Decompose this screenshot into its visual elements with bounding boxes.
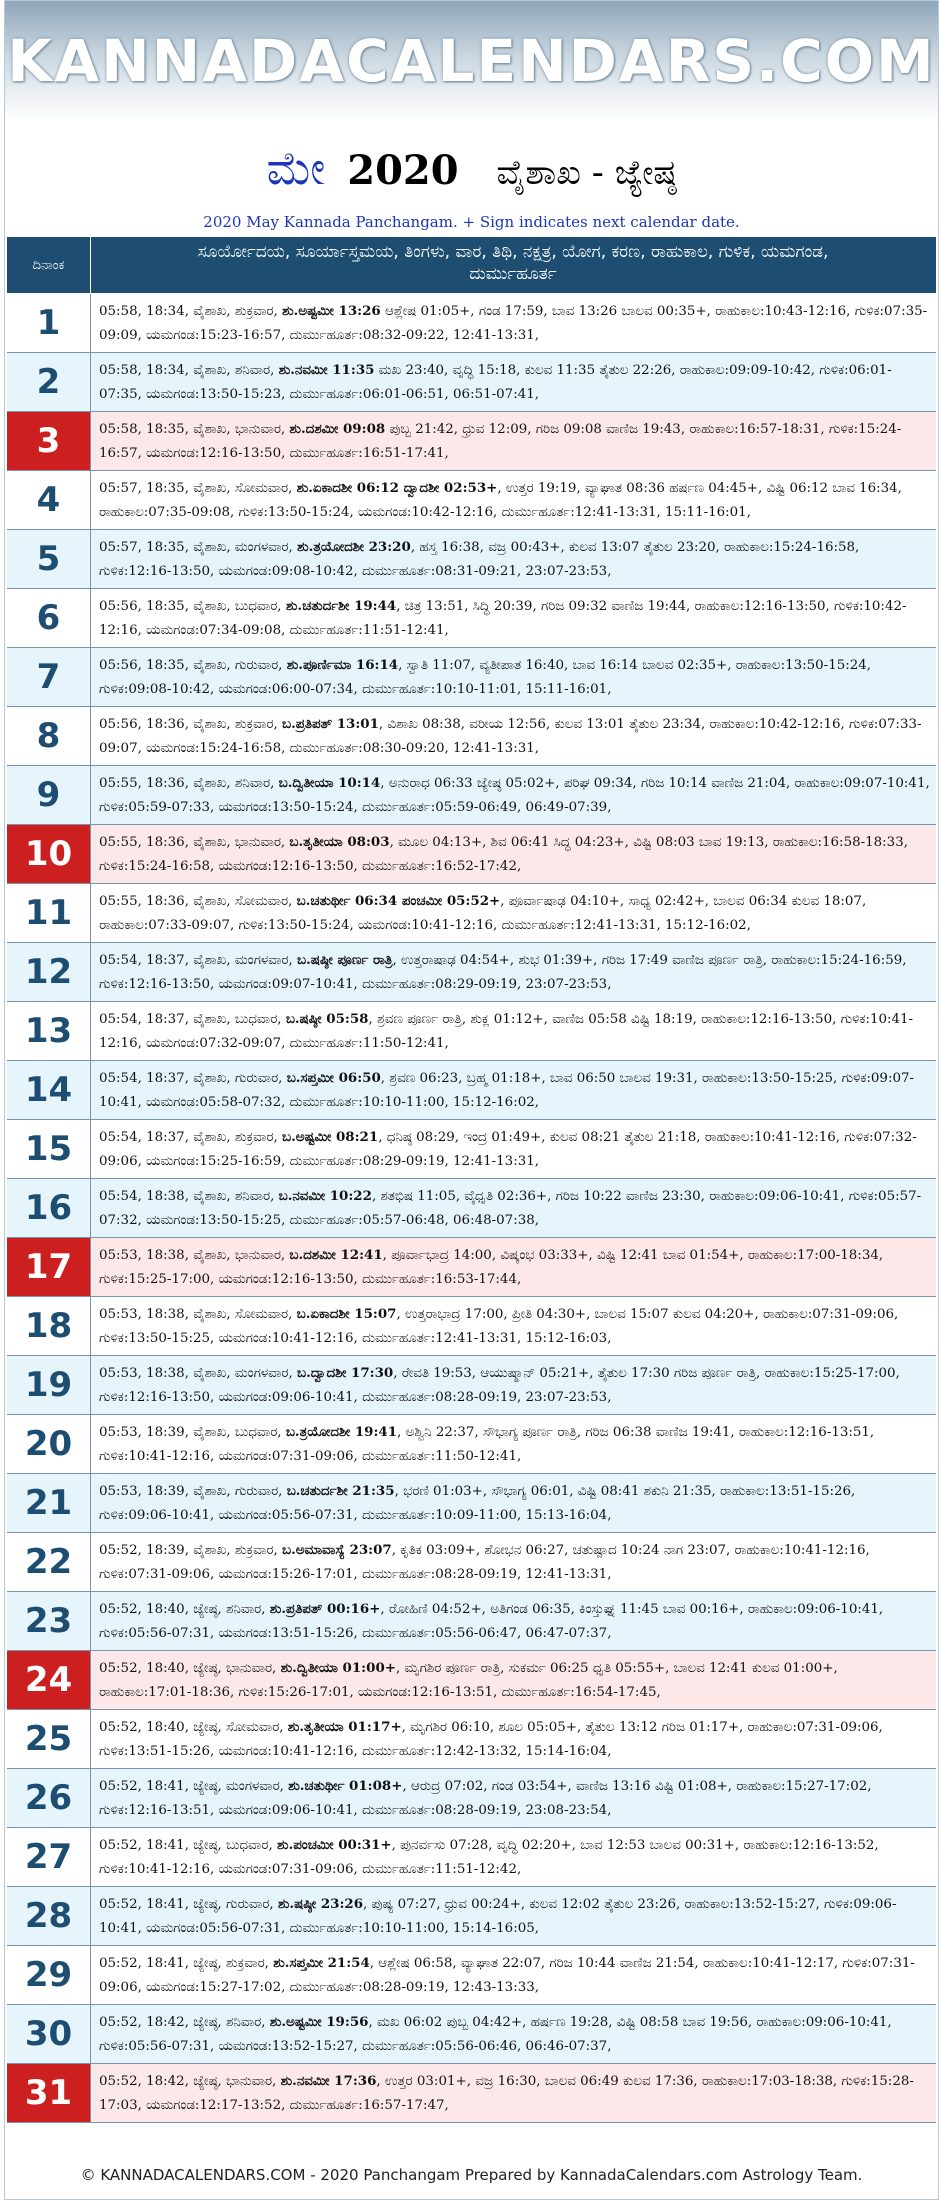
day-details-prefix: 05:53, 18:39, ವೈಶಾಖ, ಗುರುವಾರ, — [99, 1484, 287, 1499]
day-details-prefix: 05:52, 18:40, ಜ್ಯೇಷ್ಠ, ಭಾನುವಾರ, — [99, 1661, 281, 1676]
tithi-highlight: ಶು.ತೃತೀಯಾ 01:17+ — [287, 1719, 402, 1735]
day-details-rest: , ಅನುರಾಧ 06:33 ಜ್ಯೇಷ್ಠ 05:02+, ಪರಿಘ 09:34, ಗರಿಜ 10:14 ವಾಣಿಜ 21:04, ರಾಹುಕಾಲ:09:07-10:41, ಗುಳಿಕ:05:59-07:33, ಯಮಗಂಡ:13:50-15:24, ದುರ್ಮುಹೂರ್ತ:05:59-06:49, 06:49-07:39, — [99, 776, 930, 815]
table-row — [7, 294, 936, 353]
day-details-prefix: 05:52, 18:42, ಜ್ಯೇಷ್ಠ, ಶನಿವಾರ, — [99, 2015, 270, 2030]
day-details-prefix: 05:56, 18:35, ವೈಶಾಖ, ಗುರುವಾರ, — [99, 658, 287, 673]
day-details-rest: ಪುಬ್ಬ 21:42, ಧ್ರುವ 12:09, ಗರಿಜ 09:08 ವಾಣಿಜ 19:43, ರಾಹುಕಾಲ:16:57-18:31, ಗುಳಿಕ:15:24-16:57, ಯಮಗಂಡ:12:16-13:50, ದುರ್ಮುಹೂರ್ತ:16:51-17:41, — [99, 422, 902, 461]
day-details-rest: , ಚಿತ್ರ 13:51, ಸಿದ್ಧಿ 20:39, ಗರಿಜ 09:32 ವಾಣಿಜ 19:44, ರಾಹುಕಾಲ:12:16-13:50, ಗುಳಿಕ:10:42-12:16, ಯಮಗಂಡ:07:34-09:08, ದುರ್ಮುಹೂರ್ತ:11:51-12:41, — [99, 599, 907, 638]
day-number: 7 — [7, 648, 91, 706]
table-row — [7, 589, 936, 648]
table-row — [7, 707, 936, 766]
day-details — [99, 1302, 931, 1352]
day-details-rest: , ಪುನರ್ವಸು 07:28, ವೃದ್ಧಿ 02:20+, ಬಾವ 12:53 ಬಾಲವ 00:31+, ರಾಹುಕಾಲ:12:16-13:52, ಗುಳಿಕ:10:41-12:16, ಯಮಗಂಡ:07:31-09:06, ದುರ್ಮುಹೂರ್ತ:11:51-12:42, — [99, 1838, 879, 1877]
day-details-prefix: 05:52, 18:40, ಜ್ಯೇಷ್ಠ, ಸೋಮವಾರ, — [99, 1720, 288, 1735]
day-number: 25 — [7, 1710, 91, 1768]
day-details-prefix: 05:54, 18:37, ವೈಶಾಖ, ಶುಕ್ರವಾರ, — [99, 1130, 283, 1145]
day-details-prefix: 05:54, 18:37, ವೈಶಾಖ, ಬುಧವಾರ, — [99, 1012, 286, 1027]
day-number: 23 — [7, 1592, 91, 1650]
tithi-highlight: ಬ.ದಶಮೀ 12:41 — [289, 1247, 383, 1263]
page-subtitle: 2020 May Kannada Panchangam. + Sign indicates next calendar date. — [203, 213, 740, 231]
day-details-rest: , ರೇವತಿ 19:53, ಆಯುಷ್ಮಾನ್ 05:21+, ತೈತುಲ 17:30 ಗರಿಜ ಪೂರ್ಣ ರಾತ್ರಿ, ರಾಹುಕಾಲ:15:25-17:00, ಗುಳಿಕ:12:16-13:50, ಯಮಗಂಡ:09:06-10:41, ದುರ್ಮುಹೂರ್ತ:08:28-09:19, 23:07-23:53, — [99, 1366, 900, 1405]
day-number: 9 — [7, 766, 91, 824]
day-details-rest: , ಕೃತಿಕ 03:09+, ಶೋಭನ 06:27, ಚತುಷ್ಪಾದ 10:24 ನಾಗ 23:07, ರಾಹುಕಾಲ:10:41-12:16, ಗುಳಿಕ:07:31-09:06, ಯಮಗಂಡ:15:26-17:01, ದುರ್ಮುಹೂರ್ತ:08:28-09:19, 12:41-13:31, — [99, 1543, 870, 1582]
tithi-highlight: ಶು.ತ್ರಯೋದಶೀ 23:20 — [297, 539, 411, 555]
day-details-rest: , ಸ್ವಾತಿ 11:07, ವ್ಯತೀಪಾತ 16:40, ಬಾವ 16:14 ಬಾಲವ 02:35+, ರಾಹುಕಾಲ:13:50-15:24, ಗುಳಿಕ:09:08-10:42, ಯಮಗಂಡ:06:00-07:34, ದುರ್ಮುಹೂರ್ತ:10:10-11:01, 15:11-16:01, — [99, 658, 872, 697]
tithi-highlight: ಬ.ಚತುರ್ಥೀ 06:34 ಪಂಚಮೀ 05:52+ — [296, 893, 501, 909]
day-number: 8 — [7, 707, 91, 765]
footer-copyright: © KANNADACALENDARS.COM - 2020 Panchangam Prepared by KannadaCalendars.com Astrology Team. — [80, 2166, 863, 2184]
table-row — [7, 2064, 936, 2123]
day-details — [99, 948, 931, 998]
day-details-rest: , ಆಶ್ಲೇಷ 06:58, ವ್ಯಾಘಾತ 22:07, ಗರಿಜ 10:44 ವಾಣಿಜ 21:54, ರಾಹುಕಾಲ:10:41-12:17, ಗುಳಿಕ:07:31-09:06, ಯಮಗಂಡ:15:27-17:02, ದುರ್ಮುಹೂರ್ತ:08:28-09:19, 12:43-13:33, — [99, 1956, 915, 1995]
details-header-line2: ದುರ್ಮುಹೂರ್ತ — [469, 264, 557, 284]
day-details-rest: , ಧನಿಷ್ಠ 08:29, ಇಂದ್ರ 01:49+, ಕುಲವ 08:21 ತೈತುಲ 21:18, ರಾಹುಕಾಲ:10:41-12:16, ಗುಳಿಕ:07:32-09:06, ಯಮಗಂಡ:15:25-16:59, ದುರ್ಮುಹೂರ್ತ:08:29-09:19, 12:41-13:31, — [99, 1130, 917, 1169]
day-details — [99, 1951, 931, 2001]
day-details-rest: , ಉತ್ತರಾಭಾದ್ರ 17:00, ಪ್ರೀತಿ 04:30+, ಬಾಲವ 15:07 ಕುಲವ 04:20+, ರಾಹುಕಾಲ:07:31-09:06, ಗುಳಿಕ:13:50-15:25, ಯಮಗಂಡ:10:41-12:16, ದುರ್ಮುಹೂರ್ತ:12:41-13:31, 15:12-16:03, — [99, 1307, 899, 1346]
day-number: 14 — [7, 1061, 91, 1119]
table-row — [7, 1474, 936, 1533]
day-details-rest: ಮಖ 23:40, ವೃದ್ಧಿ 15:18, ಕುಲವ 11:35 ತೈತುಲ 22:26, ರಾಹುಕಾಲ:09:09-10:42, ಗುಳಿಕ:06:01-07:35, ಯಮಗಂಡ:13:50-15:23, ದುರ್ಮುಹೂರ್ತ:06:01-06:51, 06:51-07:41, — [99, 363, 892, 402]
day-number: 18 — [7, 1297, 91, 1355]
tithi-highlight: ಶು.ಚತುರ್ದಶೀ 19:44 — [285, 598, 397, 614]
day-number: 11 — [7, 884, 91, 942]
day-details-prefix: 05:52, 18:39, ವೈಶಾಖ, ಶುಕ್ರವಾರ, — [99, 1543, 283, 1558]
details-column-header — [93, 241, 933, 285]
tithi-highlight: ಶು.ಸಪ್ತಮೀ 21:54 — [273, 1955, 370, 1971]
day-details-prefix: 05:54, 18:37, ವೈಶಾಖ, ಮಂಗಳವಾರ, — [99, 953, 298, 968]
day-details-rest: , ರೋಹಿಣಿ 04:52+, ಅತಿಗಂಡ 06:35, ಕಿಂಸ್ತುಘ್ನ 11:45 ಬಾವ 00:16+, ರಾಹುಕಾಲ:09:06-10:41, ಗುಳಿಕ:05:56-07:31, ಯಮಗಂಡ:13:51-15:26, ದುರ್ಮುಹೂರ್ತ:05:56-06:47, 06:47-07:37, — [99, 1602, 884, 1641]
table-header — [7, 237, 936, 293]
table-row — [7, 1592, 936, 1651]
panchangam-table — [7, 294, 936, 2123]
day-details-rest: ಆಶ್ಲೇಷ 01:05+, ಗಂಡ 17:59, ಬಾವ 13:26 ಬಾಲವ 00:35+, ರಾಹುಕಾಲ:10:43-12:16, ಗುಳಿಕ:07:35-09:09, ಯಮಗಂಡ:15:23-16:57, ದುರ್ಮುಹೂರ್ತ:08:32-09:22, 12:41-13:31, — [99, 304, 928, 343]
table-row — [7, 648, 936, 707]
table-row — [7, 884, 936, 943]
table-row — [7, 1887, 936, 1946]
day-details — [99, 1892, 931, 1942]
day-number: 5 — [7, 530, 91, 588]
day-details-rest: , ಶ್ರವಣ ಪೂರ್ಣ ರಾತ್ರಿ, ಶುಕ್ಲ 01:12+, ವಾಣಿಜ 05:58 ವಿಷ್ಟಿ 18:19, ರಾಹುಕಾಲ:12:16-13:50, ಗುಳಿಕ:10:41-12:16, ಯಮಗಂಡ:07:32-09:07, ದುರ್ಮುಹೂರ್ತ:11:50-12:41, — [99, 1012, 914, 1051]
table-row — [7, 1946, 936, 2005]
table-row — [7, 1651, 936, 1710]
day-details-prefix: 05:54, 18:37, ವೈಶಾಖ, ಗುರುವಾರ, — [99, 1071, 287, 1086]
table-row — [7, 1238, 936, 1297]
day-details — [99, 1125, 931, 1175]
day-details-rest: , ಪೂರ್ವಾಷಾಢ 04:10+, ಸಾಧ್ಯ 02:42+, ಬಾಲವ 06:34 ಕುಲವ 18:07, ರಾಹುಕಾಲ:07:33-09:07, ಗುಳಿಕ:13:50-15:24, ಯಮಗಂಡ:10:41-12:16, ದುರ್ಮುಹೂರ್ತ:12:41-13:31, 15:12-16:02, — [99, 894, 867, 933]
day-details-prefix: 05:52, 18:41, ಜ್ಯೇಷ್ಠ, ಬುಧವಾರ, — [99, 1838, 277, 1853]
day-number: 17 — [7, 1238, 91, 1296]
day-details-rest: , ಭರಣಿ 01:03+, ಸೌಭಾಗ್ಯ 06:01, ವಿಷ್ಟಿ 08:41 ಶಕುನಿ 21:35, ರಾಹುಕಾಲ:13:51-15:26, ಗುಳಿಕ:09:06-10:41, ಯಮಗಂಡ:05:56-07:31, ದುರ್ಮುಹೂರ್ತ:10:09-11:00, 15:13-16:04, — [99, 1484, 856, 1523]
day-details — [99, 889, 931, 939]
day-details-rest: , ಅಶ್ವಿನಿ 22:37, ಸೌಭಾಗ್ಯ ಪೂರ್ಣ ರಾತ್ರಿ, ಗರಿಜ 06:38 ವಾಣಿಜ 19:41, ರಾಹುಕಾಲ:12:16-13:51, ಗುಳಿಕ:10:41-12:16, ಯಮಗಂಡ:07:31-09:06, ದುರ್ಮುಹೂರ್ತ:11:50-12:41, — [99, 1425, 875, 1464]
date-column-header: ದಿನಾಂಕ — [7, 237, 91, 293]
table-row — [7, 766, 936, 825]
day-number: 30 — [7, 2005, 91, 2063]
tithi-highlight: ಬ.ದ್ವಾದಶೀ 17:30 — [297, 1365, 394, 1381]
day-details-rest: , ಉತ್ತರ 19:19, ವ್ಯಾಘಾತ 08:36 ಹರ್ಷಣ 04:45+, ವಿಷ್ಟಿ 06:12 ಬಾವ 16:34, ರಾಹುಕಾಲ:07:35-09:08, ಗುಳಿಕ:13:50-15:24, ಯಮಗಂಡ:10:42-12:16, ದುರ್ಮುಹೂರ್ತ:12:41-13:31, 15:11-16:01, — [99, 481, 902, 520]
day-details-prefix: 05:52, 18:40, ಜ್ಯೇಷ್ಠ, ಶನಿವಾರ, — [99, 1602, 270, 1617]
day-number: 4 — [7, 471, 91, 529]
tithi-highlight: ಬ.ದ್ವಿತೀಯಾ 10:14 — [278, 775, 381, 791]
day-details-rest: , ಪೂರ್ವಾಭಾದ್ರ 14:00, ವಿಷ್ಕಂಭ 03:33+, ವಿಷ್ಟಿ 12:41 ಬಾವ 01:54+, ರಾಹುಕಾಲ:17:00-18:34, ಗುಳಿಕ:15:25-17:00, ಯಮಗಂಡ:12:16-13:50, ದುರ್ಮುಹೂರ್ತ:16:53-17:44, — [99, 1248, 884, 1287]
day-number: 27 — [7, 1828, 91, 1886]
day-details-prefix: 05:56, 18:36, ವೈಶಾಖ, ಶುಕ್ರವಾರ, — [99, 717, 283, 732]
day-details-prefix: 05:57, 18:35, ವೈಶಾಖ, ಸೋಮವಾರ, — [99, 481, 297, 496]
day-number: 26 — [7, 1769, 91, 1827]
day-number: 20 — [7, 1415, 91, 1473]
table-row — [7, 1002, 936, 1061]
tithi-highlight: ಬ.ಷಷ್ಠೀ 05:58 — [285, 1011, 369, 1027]
tithi-highlight: ಶು.ಏಕಾದಶೀ 06:12 ದ್ವಾದಶೀ 02:53+ — [296, 480, 498, 496]
day-details-prefix: 05:52, 18:41, ಜ್ಯೇಷ್ಠ, ಮಂಗಳವಾರ, — [99, 1779, 289, 1794]
day-details-prefix: 05:56, 18:35, ವೈಶಾಖ, ಬುಧವಾರ, — [99, 599, 286, 614]
table-row — [7, 2005, 936, 2064]
day-number: 19 — [7, 1356, 91, 1414]
day-details — [99, 417, 931, 467]
details-header-line1: ಸೂರ್ಯೋದಯ, ಸೂರ್ಯಾಸ್ತಮಯ, ತಿಂಗಳು, ವಾರ, ತಿಥಿ, ನಕ್ಷತ್ರ, ಯೋಗ, ಕರಣ, ರಾಹುಕಾಲ, ಗುಳಿಕ, ಯಮಗಂಡ, — [197, 242, 829, 262]
day-details — [99, 1066, 931, 1116]
tithi-highlight: ಬ.ಅಮಾವಾಸ್ಯೆ 23:07 — [282, 1542, 392, 1558]
day-details-rest: , ಮೃಗಶಿರ ಪೂರ್ಣ ರಾತ್ರಿ, ಸುಕರ್ಮ 06:25 ಧೃತಿ 05:55+, ಬಾಲವ 12:41 ಕುಲವ 01:00+, ರಾಹುಕಾಲ:17:01-18:36, ಗುಳಿಕ:15:26-17:01, ಯಮಗಂಡ:12:16-13:51, ದುರ್ಮುಹೂರ್ತ:16:54-17:45, — [99, 1661, 838, 1700]
day-details — [99, 2069, 931, 2119]
tithi-highlight: ಶು.ಪೂರ್ಣಿಮಾ 16:14 — [286, 657, 399, 673]
day-details-prefix: 05:53, 18:38, ವೈಶಾಖ, ಭಾನುವಾರ, — [99, 1248, 290, 1263]
day-details — [99, 1479, 931, 1529]
day-number: 2 — [7, 353, 91, 411]
tithi-highlight: ಬ.ಸಪ್ತಮೀ 06:50 — [286, 1070, 381, 1086]
tithi-highlight: ಶು.ದಶಮೀ 09:08 — [289, 421, 386, 437]
day-details-prefix: 05:52, 18:41, ಜ್ಯೇಷ್ಠ, ಗುರುವಾರ, — [99, 1897, 278, 1912]
day-number: 31 — [7, 2064, 91, 2122]
day-details — [99, 712, 931, 762]
day-number: 16 — [7, 1179, 91, 1237]
tithi-highlight: ಶು.ಷಷ್ಠೀ 23:26 — [277, 1896, 364, 1912]
table-row — [7, 1356, 936, 1415]
day-details — [99, 1007, 931, 1057]
day-details-prefix: 05:58, 18:34, ವೈಶಾಖ, ಶನಿವಾರ, — [99, 363, 279, 378]
table-row — [7, 1179, 936, 1238]
table-row — [7, 353, 936, 412]
tithi-highlight: ಶು.ನವಮೀ 11:35 — [278, 362, 375, 378]
day-details-rest: , ಶ್ರವಣ 06:23, ಬ್ರಹ್ಮ 01:18+, ಬಾವ 06:50 ಬಾಲವ 19:31, ರಾಹುಕಾಲ:13:50-15:25, ಗುಳಿಕ:09:07-10:41, ಯಮಗಂಡ:05:58-07:32, ದುರ್ಮುಹೂರ್ತ:10:10-11:00, 15:12-16:02, — [99, 1071, 915, 1110]
table-row — [7, 412, 936, 471]
tithi-highlight: ಶು.ದ್ವಿತೀಯಾ 01:00+ — [280, 1660, 396, 1676]
day-details-prefix: 05:55, 18:36, ವೈಶಾಖ, ಭಾನುವಾರ, — [99, 835, 290, 850]
table-row — [7, 471, 936, 530]
tithi-highlight: ಬ.ತೃತೀಯಾ 08:03 — [289, 834, 390, 850]
table-row — [7, 1297, 936, 1356]
day-details-prefix: 05:58, 18:35, ವೈಶಾಖ, ಭಾನುವಾರ, — [99, 422, 290, 437]
year: 2020 — [347, 147, 459, 194]
day-number: 6 — [7, 589, 91, 647]
table-row — [7, 943, 936, 1002]
day-number: 21 — [7, 1474, 91, 1532]
day-details — [99, 1420, 931, 1470]
day-details — [99, 1243, 931, 1293]
month-heading — [5, 141, 938, 201]
day-details-rest: , ಉತ್ತರ 03:01+, ವಜ್ರ 16:30, ಬಾಲವ 06:49 ಕುಲವ 17:36, ರಾಹುಕಾಲ:17:03-18:38, ಗುಳಿಕ:15:28-17:03, ಯಮಗಂಡ:12:17-13:52, ದುರ್ಮುಹೂರ್ತ:16:57-17:47, — [99, 2074, 914, 2113]
day-number: 29 — [7, 1946, 91, 2004]
site-logo-text[interactable]: KANNADACALENDARS.COM — [7, 27, 936, 95]
table-row — [7, 825, 936, 884]
day-number: 24 — [7, 1651, 91, 1709]
day-details-rest: , ಪುಷ್ಯ 07:27, ಧ್ರುವ 00:24+, ಕುಲವ 12:02 ತೈತುಲ 23:26, ರಾಹುಕಾಲ:13:52-15:27, ಗುಳಿಕ:09:06-10:41, ಯಮಗಂಡ:05:56-07:31, ದುರ್ಮುಹೂರ್ತ:10:10-11:00, 15:14-16:05, — [99, 1897, 897, 1936]
day-details-prefix: 05:57, 18:35, ವೈಶಾಖ, ಮಂಗಳವಾರ, — [99, 540, 298, 555]
tithi-highlight: ಬ.ಅಷ್ಟಮೀ 08:21 — [282, 1129, 379, 1145]
day-details — [99, 653, 931, 703]
day-details — [99, 1597, 931, 1647]
day-number: 10 — [7, 825, 91, 883]
table-row — [7, 1769, 936, 1828]
day-details-prefix: 05:55, 18:36, ವೈಶಾಖ, ಸೋಮವಾರ, — [99, 894, 297, 909]
day-details-prefix: 05:58, 18:34, ವೈಶಾಖ, ಶುಕ್ರವಾರ, — [99, 304, 283, 319]
table-row — [7, 530, 936, 589]
day-number: 22 — [7, 1533, 91, 1591]
tithi-highlight: ಬ.ತ್ರಯೋದಶೀ 19:41 — [285, 1424, 398, 1440]
day-details — [99, 1538, 931, 1588]
table-row — [7, 1120, 936, 1179]
day-details — [99, 1833, 931, 1883]
day-details-prefix: 05:52, 18:41, ಜ್ಯೇಷ್ಠ, ಶುಕ್ರವಾರ, — [99, 1956, 274, 1971]
day-number: 28 — [7, 1887, 91, 1945]
day-details-rest: , ವಿಶಾಖ 08:38, ವರೀಯ 12:56, ಕುಲವ 13:01 ತೈತುಲ 23:34, ರಾಹುಕಾಲ:10:42-12:16, ಗುಳಿಕ:07:33-09:07, ಯಮಗಂಡ:15:24-16:58, ದುರ್ಮುಹೂರ್ತ:08:30-09:20, 12:41-13:31, — [99, 717, 922, 756]
day-details — [99, 1361, 931, 1411]
day-details — [99, 476, 931, 526]
day-details — [99, 830, 931, 880]
table-row — [7, 1710, 936, 1769]
day-details-rest: , ಆರುದ್ರ 07:02, ಗಂಡ 03:54+, ವಾಣಿಜ 13:16 ವಿಷ್ಟಿ 01:08+, ರಾಹುಕಾಲ:15:27-17:02, ಗುಳಿಕ:12:16-13:51, ಯಮಗಂಡ:09:06-10:41, ದುರ್ಮುಹೂರ್ತ:08:28-09:19, 23:08-23:54, — [99, 1779, 872, 1818]
day-details-prefix: 05:53, 18:38, ವೈಶಾಖ, ಸೋಮವಾರ, — [99, 1307, 297, 1322]
day-details-rest: , ಮೂಲ 04:13+, ಶಿವ 06:41 ಸಿದ್ಧ 04:23+, ವಿಷ್ಟಿ 08:03 ಬಾವ 19:13, ರಾಹುಕಾಲ:16:58-18:33, ಗುಳಿಕ:15:24-16:58, ಯಮಗಂಡ:12:16-13:50, ದುರ್ಮುಹೂರ್ತ:16:52-17:42, — [99, 835, 908, 874]
day-details-rest: , ಉತ್ತರಾಷಾಢ 04:54+, ಶುಭ 01:39+, ಗರಿಜ 17:49 ವಾಣಿಜ ಪೂರ್ಣ ರಾತ್ರಿ, ರಾಹುಕಾಲ:15:24-16:59, ಗುಳಿಕ:12:16-13:50, ಯಮಗಂಡ:09:07-10:41, ದುರ್ಮುಹೂರ್ತ:08:29-09:19, 23:07-23:53, — [99, 953, 907, 992]
tithi-highlight: ಬ.ಷಷ್ಠೀ ಪೂರ್ಣ ರಾತ್ರಿ — [297, 952, 393, 968]
tithi-highlight: ಶು.ಪಂಚಮೀ 00:31+ — [276, 1837, 392, 1853]
tithi-highlight: ಶು.ನವಮೀ 17:36 — [280, 2073, 377, 2089]
day-details — [99, 358, 931, 408]
tithi-highlight: ಬ.ಏಕಾದಶೀ 15:07 — [296, 1306, 397, 1322]
day-details — [99, 2010, 931, 2060]
day-number: 1 — [7, 294, 91, 352]
site-banner — [5, 1, 938, 121]
day-details — [99, 1774, 931, 1824]
day-details-prefix: 05:53, 18:39, ವೈಶಾಖ, ಬುಧವಾರ, — [99, 1425, 286, 1440]
day-details-rest: , ಮಖ 06:02 ಪುಬ್ಬ 04:42+, ಹರ್ಷಣ 19:28, ವಿಷ್ಟಿ 08:58 ಬಾವ 19:56, ರಾಹುಕಾಲ:09:06-10:41, ಗುಳಿಕ:05:56-07:31, ಯಮಗಂಡ:13:52-15:27, ದುರ್ಮುಹೂರ್ತ:05:56-06:46, 06:46-07:37, — [99, 2015, 892, 2054]
tithi-highlight: ಬ.ಪ್ರತಿಪತ್ 13:01 — [282, 716, 379, 732]
tithi-highlight: ಶು.ಪ್ರತಿಪತ್ 00:16+ — [269, 1601, 381, 1617]
page-frame — [4, 0, 939, 2200]
day-details-prefix: 05:55, 18:36, ವೈಶಾಖ, ಶನಿವಾರ, — [99, 776, 279, 791]
tithi-highlight: ಶು.ಅಷ್ಟಮೀ 13:26 — [282, 303, 381, 319]
table-row — [7, 1533, 936, 1592]
tithi-highlight: ಬ.ಚತುರ್ದಶೀ 21:35 — [286, 1483, 395, 1499]
day-details-prefix: 05:54, 18:38, ವೈಶಾಖ, ಶನಿವಾರ, — [99, 1189, 279, 1204]
kannada-month-range: ವೈಶಾಖ - ಜ್ಯೇಷ್ಠ — [496, 153, 677, 193]
tithi-highlight: ಶು.ಚತುರ್ಥೀ 01:08+ — [288, 1778, 403, 1794]
tithi-highlight: ಶು.ಅಷ್ಟಮೀ 19:56 — [269, 2014, 369, 2030]
day-number: 3 — [7, 412, 91, 470]
day-details-prefix: 05:52, 18:42, ಜ್ಯೇಷ್ಠ, ಭಾನುವಾರ, — [99, 2074, 281, 2089]
day-details-rest: , ಶತಭಿಷ 11:05, ವೈಧೃತಿ 02:36+, ಗರಿಜ 10:22 ವಾಣಿಜ 23:30, ರಾಹುಕಾಲ:09:06-10:41, ಗುಳಿಕ:05:57-07:32, ಯಮಗಂಡ:13:50-15:25, ದುರ್ಮುಹೂರ್ತ:05:57-06:48, 06:48-07:38, — [99, 1189, 922, 1228]
day-details — [99, 594, 931, 644]
day-details-rest: , ಹಸ್ತ 16:38, ವಜ್ರ 00:43+, ಕುಲವ 13:07 ತೈತುಲ 23:20, ರಾಹುಕಾಲ:15:24-16:58, ಗುಳಿಕ:12:16-13:50, ಯಮಗಂಡ:09:08-10:42, ದುರ್ಮುಹೂರ್ತ:08:31-09:21, 23:07-23:53, — [99, 540, 860, 579]
day-number: 13 — [7, 1002, 91, 1060]
day-details — [99, 1715, 931, 1765]
day-details — [99, 771, 931, 821]
table-row — [7, 1061, 936, 1120]
day-number: 15 — [7, 1120, 91, 1178]
tithi-highlight: ಬ.ನವಮೀ 10:22 — [278, 1188, 372, 1204]
day-details — [99, 299, 931, 349]
day-number: 12 — [7, 943, 91, 1001]
month-name: ಮೇ — [266, 141, 326, 195]
day-details — [99, 1656, 931, 1706]
table-row — [7, 1828, 936, 1887]
day-details-rest: , ಮೃಗಶಿರ 06:10, ಶೂಲ 05:05+, ತೈತುಲ 13:12 ಗರಿಜ 01:17+, ರಾಹುಕಾಲ:07:31-09:06, ಗುಳಿಕ:13:51-15:26, ಯಮಗಂಡ:10:41-12:16, ದುರ್ಮುಹೂರ್ತ:12:42-13:32, 15:14-16:04, — [99, 1720, 883, 1759]
table-row — [7, 1415, 936, 1474]
day-details-prefix: 05:53, 18:38, ವೈಶಾಖ, ಮಂಗಳವಾರ, — [99, 1366, 298, 1381]
day-details — [99, 1184, 931, 1234]
day-details — [99, 535, 931, 585]
